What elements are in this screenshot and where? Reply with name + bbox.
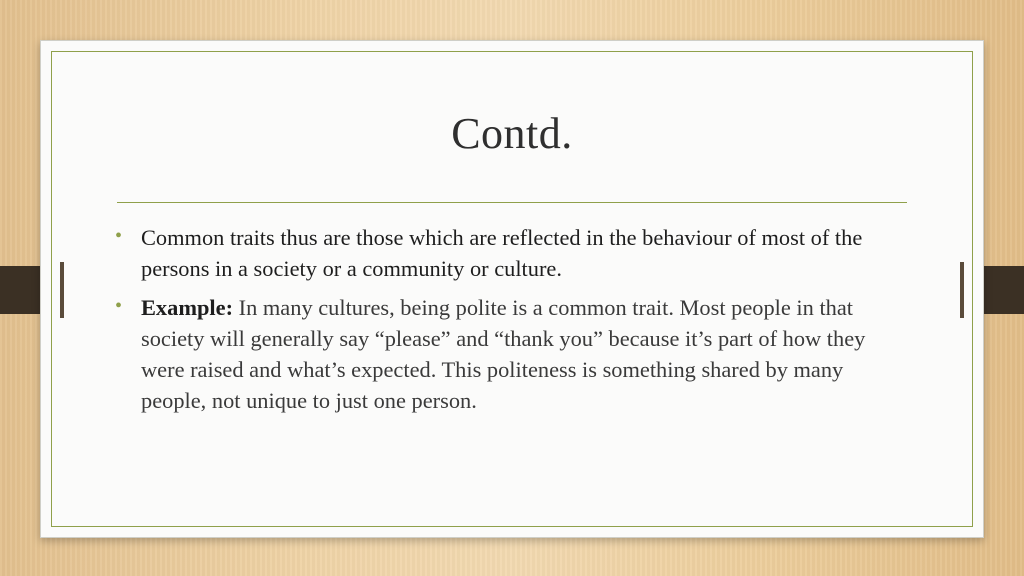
bullet-text: In many cultures, being polite is a common trait. Most people in that society will generally say “please” and “thank you” because it’s part of how they were raised and what’s expected. This politeness is something shared by many people, not unique to just one person. <box>141 295 866 413</box>
bullet-lead: Example: <box>141 295 234 320</box>
right-tab-edge <box>960 262 964 318</box>
slide-title: Contd. <box>451 109 573 158</box>
bullet-dot-icon: • <box>115 295 123 317</box>
bullet-item-2 <box>112 292 912 416</box>
left-tab-edge <box>60 262 64 318</box>
bullet-list <box>112 222 912 424</box>
bullet-item-1 <box>112 222 912 284</box>
title-divider <box>117 202 907 203</box>
bullet-dot-icon: • <box>115 225 123 247</box>
bullet-text: Common traits thus are those which are reflected in the behaviour of most of the persons in a society or a community or culture. <box>141 225 863 281</box>
